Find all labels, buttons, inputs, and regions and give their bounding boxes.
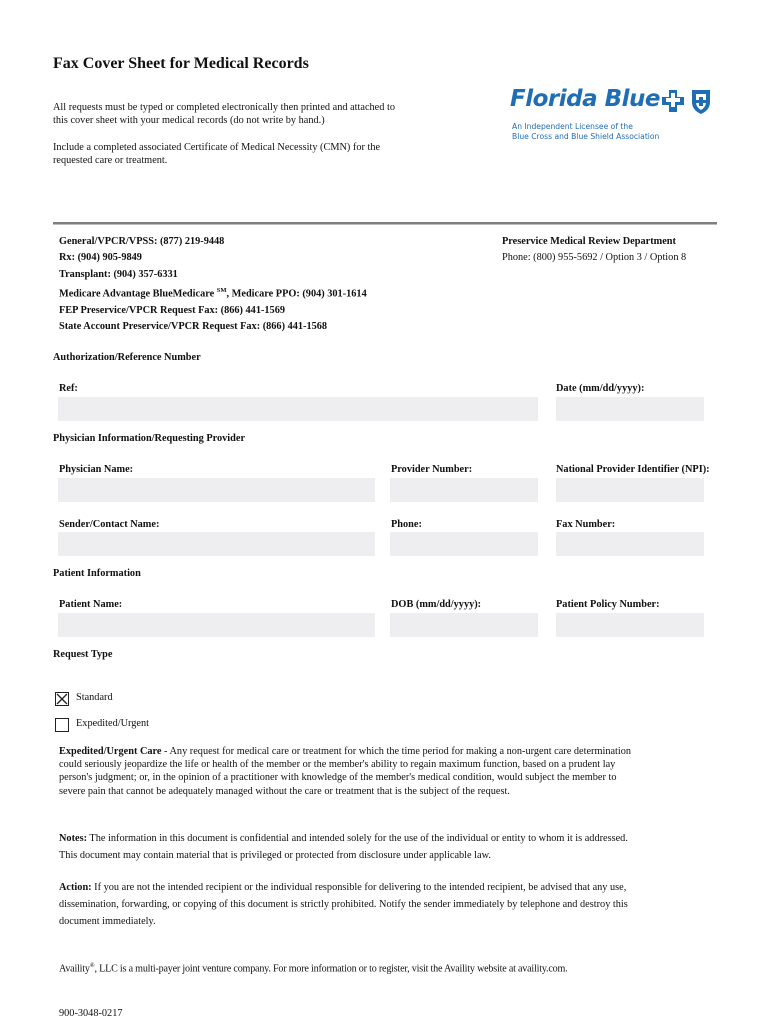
- standard-checkbox[interactable]: [55, 692, 69, 706]
- availity-statement: Availity®, LLC is a multi-payer joint venture company. For more information or to register, visit the Availity website at availity.com.: [59, 962, 568, 975]
- patient-name-input[interactable]: [58, 613, 375, 637]
- phone-input[interactable]: [390, 532, 538, 556]
- fax-number-input[interactable]: [556, 532, 704, 556]
- sender-contact-input[interactable]: [58, 532, 375, 556]
- policy-number-input[interactable]: [556, 613, 704, 637]
- patient-name-label: Patient Name:: [59, 599, 123, 610]
- form-number: 900-3048-0217: [59, 1008, 123, 1019]
- fax-number-label: Fax Number:: [556, 519, 616, 530]
- date-input[interactable]: [556, 397, 704, 421]
- date-label: Date (mm/dd/yyyy):: [556, 383, 645, 394]
- page-title: Fax Cover Sheet for Medical Records: [53, 55, 309, 72]
- rx-phone: Rx: (904) 905-9849: [59, 252, 142, 264]
- state-account-fax: State Account Preservice/VPCR Request Fax: (866) 441-1568: [59, 320, 328, 332]
- patient-section-heading: Patient Information: [53, 568, 141, 579]
- fep-fax: FEP Preservice/VPCR Request Fax: (866) 441-1569: [59, 304, 286, 316]
- transplant-phone: Transplant: (904) 357-6331: [59, 268, 178, 280]
- intro-cmn-instruction: Include a completed associated Certificate of Medical Necessity (CMN) for the requested care or treatment.: [53, 142, 381, 166]
- expedited-urgent-checkbox[interactable]: [55, 718, 69, 732]
- check-x-icon: [56, 693, 68, 705]
- expedited-definition: Expedited/Urgent Care - Any request for medical care or treatment for which the time period for making a non-urgent care determination could seriously jeopardize the life or health of the member or the member's ability to regain maximum function, based on a prudent lay person's judgment; or, in the opinion of a practitioner with knowledge of the member's medical condition, would subject the member to severe pain that cannot be adequately managed without the care or treatment that is the subject of the request.: [59, 746, 632, 797]
- dob-label: DOB (mm/dd/yyyy):: [391, 599, 482, 610]
- npi-input[interactable]: [556, 478, 704, 502]
- expedited-urgent-label: Expedited/Urgent: [76, 718, 150, 729]
- provider-number-input[interactable]: [390, 478, 538, 502]
- physician-section-heading: Physician Information/Requesting Provider: [53, 433, 246, 444]
- intro-typed-instruction: All requests must be typed or completed electronically then printed and attached to this cover sheet with your medical records (do not write by hand.): [53, 102, 395, 126]
- physician-name-label: Physician Name:: [59, 464, 134, 475]
- florida-blue-wordmark: Florida Blue: [510, 86, 661, 112]
- preservice-department-title: Preservice Medical Review Department: [502, 236, 676, 247]
- preservice-phone: Phone: (800) 955-5692 / Option 3 / Option 8: [502, 252, 687, 263]
- dob-input[interactable]: [390, 613, 538, 637]
- contact-numbers: [59, 234, 367, 335]
- provider-number-label: Provider Number:: [391, 464, 473, 475]
- authorization-section-heading: Authorization/Reference Number: [53, 352, 201, 363]
- licensee-line-2: Blue Cross and Blue Shield Association: [512, 132, 660, 141]
- confidentiality-notes: Notes: The information in this document is confidential and intended solely for the use of the individual or entity to whom it is addressed. This document may contain material that is privileged or protected from disclosure under applicable law.: [59, 833, 628, 861]
- blue-cross-blue-shield-icon: [662, 88, 714, 114]
- medicare-phone: Medicare Advantage BlueMedicare ℠, Medicare PPO: (904) 301-1614: [59, 286, 367, 300]
- header-divider: [53, 222, 717, 225]
- action-notice: Action: If you are not the intended recipient or the individual responsible for delivering to the intended recipient, be advised that any use, dissemination, forwarding, or copying of this document is strictly prohibited. Notify the sender immediately by telephone and destroy this document immediately.: [59, 882, 628, 927]
- ref-input[interactable]: [58, 397, 538, 421]
- request-type-heading: Request Type: [53, 649, 113, 660]
- general-phone: General/VPCR/VPSS: (877) 219-9448: [59, 236, 225, 247]
- physician-name-input[interactable]: [58, 478, 375, 502]
- standard-label: Standard: [76, 692, 113, 703]
- policy-number-label: Patient Policy Number:: [556, 599, 660, 610]
- ref-label: Ref:: [59, 383, 78, 394]
- sender-contact-label: Sender/Contact Name:: [59, 519, 160, 530]
- licensee-line-1: An Independent Licensee of the: [512, 122, 633, 131]
- npi-label: National Provider Identifier (NPI):: [556, 464, 710, 475]
- phone-label: Phone:: [391, 519, 422, 530]
